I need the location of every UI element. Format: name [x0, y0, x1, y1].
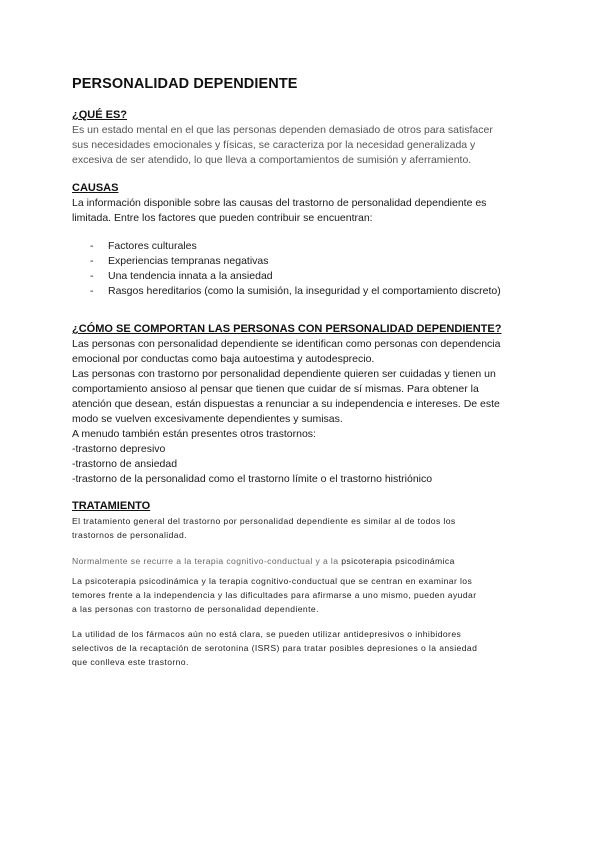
- paragraph-therapy-types: Normalmente se recurre a la terapia cognitivo-conductual y a la psicoterapia psicodinámica: [72, 556, 455, 566]
- paragraph-line: a las personas con trastorno de personalidad dependiente.: [72, 604, 319, 614]
- list-item: - Experiencias tempranas negativas: [90, 255, 269, 267]
- bullet-dash: -: [90, 240, 94, 252]
- paragraph-line: Las personas con personalidad dependiente se identifican como personas con dependencia: [72, 338, 501, 350]
- section-heading-comportan: ¿CÓMO SE COMPORTAN LAS PERSONAS CON PERSONALIDAD DEPENDIENTE?: [72, 323, 502, 335]
- bullet-dash: -: [90, 255, 94, 267]
- section-comportan: [72, 322, 542, 487]
- causas-list: [72, 239, 542, 299]
- section-heading-causas: CAUSAS: [72, 182, 119, 194]
- section-que-es: [72, 108, 542, 168]
- paragraph-line: selectivos de la recaptación de serotonina (ISRS) para tratar posibles depresiones o la ansiedad: [72, 643, 478, 653]
- paragraph-line: limitada. Entre los factores que pueden contribuir se encuentran:: [72, 212, 373, 224]
- paragraph-line: A menudo también están presentes otros trastornos:: [72, 428, 316, 440]
- paragraph-line: La utilidad de los fármacos aún no está clara, se pueden utilizar antidepresivos o inhibidores: [72, 629, 462, 639]
- list-item: - Una tendencia innata a la ansiedad: [90, 270, 273, 282]
- section-heading-que-es: ¿QUÉ ES?: [72, 109, 128, 121]
- paragraph-line: temores frente a la independencia y las dificultades para afirmarse a uno mismo, pueden ayudar: [72, 590, 477, 600]
- section-causas: [72, 181, 542, 299]
- paragraph-line: La psicoterapia psicodinámica y la terapia cognitivo-conductual que se centran en examinar los: [72, 576, 473, 586]
- paragraph-line: comportamiento ansioso al pensar que tienen que cuidar de sí mismas. Para obtener la: [72, 383, 479, 395]
- paragraph-line: Las personas con trastorno por personalidad dependiente quieren ser cuidadas y tienen un: [72, 368, 496, 380]
- paragraph-line: excesiva de ser atendido, lo que lleva a comportamientos de sumisión y aferramiento.: [72, 154, 472, 166]
- paragraph-line: modo se vuelven excesivamente dependientes y sumisas.: [72, 413, 343, 425]
- page-title: PERSONALIDAD DEPENDIENTE: [72, 76, 298, 92]
- paragraph-line: emocional por conductas como baja autoestima y autodesprecio.: [72, 353, 375, 365]
- list-item: - Factores culturales: [90, 240, 197, 252]
- bullet-dash: -: [90, 270, 94, 282]
- paragraph-line: -trastorno de ansiedad: [72, 458, 178, 470]
- section-tratamiento: [72, 499, 542, 669]
- paragraph-line: sus necesidades emocionales y físicas, se caracteriza por la necesidad generalizada y: [72, 139, 476, 151]
- list-item: - Rasgos hereditarios (como la sumisión, la inseguridad y el comportamiento discreto): [90, 285, 501, 297]
- paragraph-line: atención que desean, están dispuestas a renunciar a su independencia e intereses. De este: [72, 398, 500, 410]
- section-heading-tratamiento: TRATAMIENTO: [72, 500, 151, 512]
- paragraph-line: -trastorno de la personalidad como el trastorno límite o el trastorno histriónico: [72, 473, 433, 485]
- paragraph-line: El tratamiento general del trastorno por personalidad dependiente es similar al de todos los: [72, 516, 456, 526]
- paragraph-line: trastornos de personalidad.: [72, 530, 187, 540]
- paragraph-line: Es un estado mental en el que las personas dependen demasiado de otros para satisfacer: [72, 124, 493, 136]
- bullet-dash: -: [90, 285, 94, 297]
- paragraph-line: que conlleva este trastorno.: [72, 657, 189, 667]
- paragraph-line: -trastorno depresivo: [72, 443, 166, 455]
- paragraph-line: La información disponible sobre las causas del trastorno de personalidad dependiente es: [72, 197, 487, 209]
